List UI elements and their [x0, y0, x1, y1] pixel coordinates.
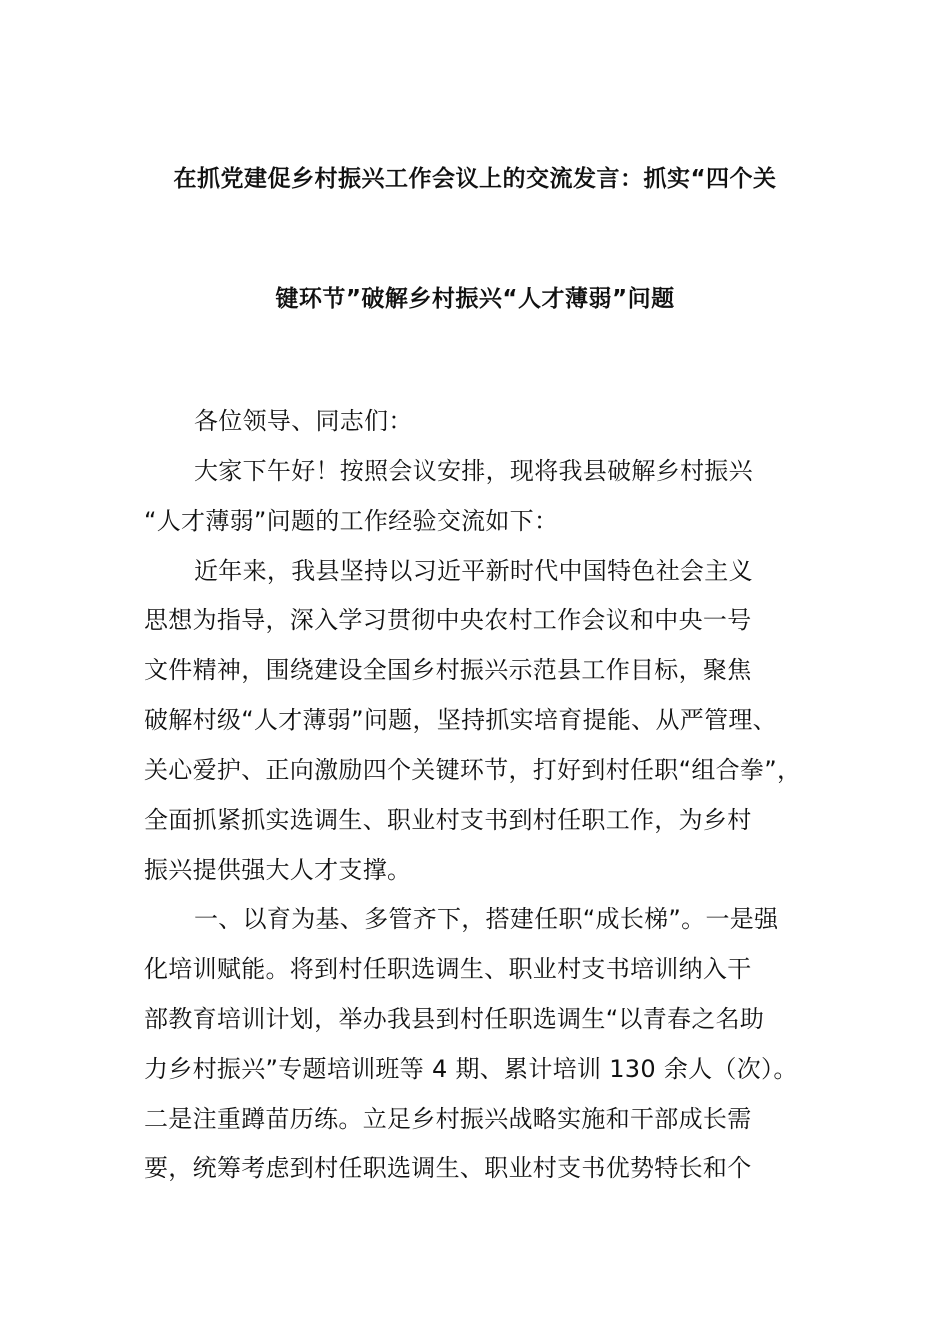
paragraph-line: 化培训赋能。将到村任职选调生、职业村支书培训纳入干 — [144, 955, 752, 983]
paragraph-line: 力乡村振兴”专题培训班等 4 期、累计培训 130 余人（次）。 — [144, 1055, 798, 1083]
paragraph-line: 全面抓紧抓实选调生、职业村支书到村任职工作，为乡村 — [144, 806, 752, 834]
paragraph-line: 近年来，我县坚持以习近平新时代中国特色社会主义 — [194, 557, 753, 585]
document-title-line-2: 键环节”破解乡村振兴“人才薄弱”问题 — [275, 286, 675, 312]
paragraph-line: 振兴提供强大人才支撑。 — [144, 856, 412, 884]
paragraph-line: “人才薄弱”问题的工作经验交流如下： — [144, 507, 559, 535]
paragraph-line: 要，统筹考虑到村任职选调生、职业村支书优势特长和个 — [144, 1154, 752, 1182]
paragraph-line: 大家下午好！按照会议安排，现将我县破解乡村振兴 — [194, 457, 753, 485]
paragraph-line: 部教育培训计划，举办我县到村任职选调生“以青春之名助 — [144, 1005, 765, 1033]
document-title-line-1: 在抓党建促乡村振兴工作会议上的交流发言：抓实“四个关 — [173, 166, 777, 192]
paragraph-line: 关心爱护、正向激励四个关键环节，打好到村任职“组合拳”， — [144, 756, 802, 784]
paragraph-line: 破解村级“人才薄弱”问题，坚持抓实培育提能、从严管理、 — [144, 706, 777, 734]
paragraph-line: 思想为指导，深入学习贯彻中央农村工作会议和中央一号 — [144, 606, 752, 634]
paragraph-line: 二是注重蹲苗历练。立足乡村振兴战略实施和干部成长需 — [144, 1105, 752, 1133]
paragraph-line: 文件精神，围绕建设全国乡村振兴示范县工作目标，聚焦 — [144, 656, 752, 684]
salutation: 各位领导、同志们： — [194, 407, 413, 435]
paragraph-line: 一、以育为基、多管齐下，搭建任职“成长梯”。一是强 — [194, 905, 779, 933]
